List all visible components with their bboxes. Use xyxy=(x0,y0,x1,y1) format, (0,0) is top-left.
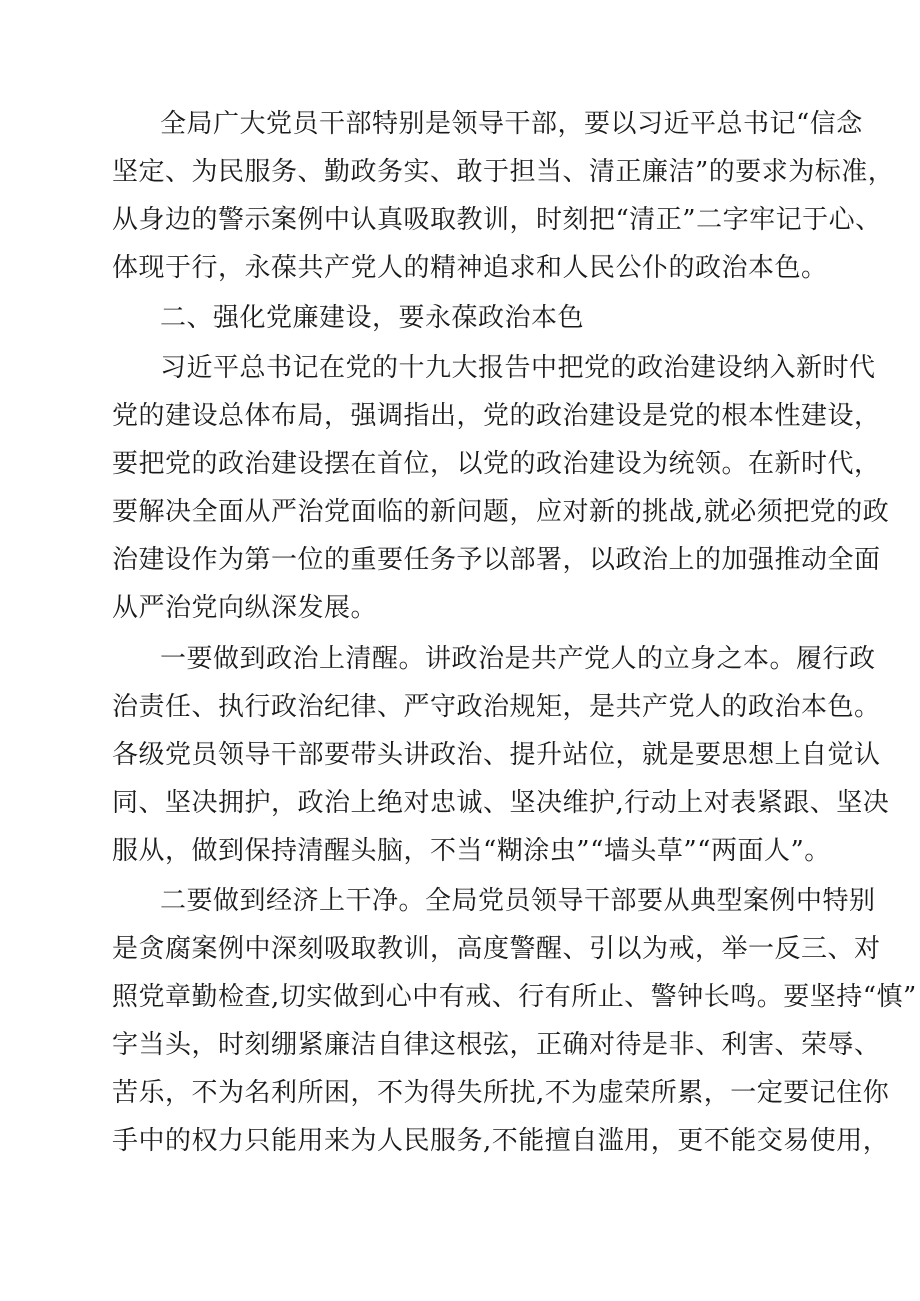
text-line: 是贪腐案例中深刻吸取教训，高度警醒、引以为戒，举一反三、对 xyxy=(112,934,881,964)
text-line: 二要做到经济上干净。全局党员领导干部要从典型案例中特别 xyxy=(160,886,876,916)
text-line: 手中的权力只能用来为人民服务,不能擅自滥用，更不能交易使用， xyxy=(112,1126,890,1156)
text-line: 服从，做到保持清醒头脑，不当“糊涂虫”“墙头草”“两面人”。 xyxy=(112,836,831,866)
text-line: 全局广大党员干部特别是领导干部，要以习近平总书记“信念 xyxy=(160,109,863,139)
text-line: 各级党员领导干部要带头讲政治、提升站位，就是要思想上自觉认 xyxy=(112,740,881,770)
text-line: 坚定、为民服务、勤政务实、敢于担当、清正廉洁”的要求为标准， xyxy=(112,157,895,187)
text-line: 从严治党向纵深发展。 xyxy=(112,593,378,623)
text-line: 一要做到政治上清醒。讲政治是共产党人的立身之本。履行政 xyxy=(160,644,876,674)
text-line: 照党章勤检查,切实做到心中有戒、行有所止、警钟长鸣。要坚持“慎” xyxy=(112,982,917,1012)
text-line: 党的建设总体布局，强调指出，党的政治建设是党的根本性建设， xyxy=(112,401,881,431)
text-line: 要把党的政治建设摆在首位，以党的政治建设为统领。在新时代， xyxy=(112,449,881,479)
text-line: 从身边的警示案例中认真吸取教训，时刻把“清正”二字牢记于心、 xyxy=(112,205,882,235)
text-line: 治责任、执行政治纪律、严守政治规矩，是共产党人的政治本色。 xyxy=(112,692,881,722)
text-line: 体现于行，永葆共产党人的精神追求和人民公仆的政治本色。 xyxy=(112,253,828,283)
section-heading: 二、强化党廉建设，要永葆政治本色 xyxy=(160,303,585,333)
text-line: 字当头，时刻绷紧廉洁自律这根弦，正确对待是非、利害、荣辱、 xyxy=(112,1030,881,1060)
text-line: 要解决全面从严治党面临的新问题，应对新的挑战,就必须把党的政 xyxy=(112,497,890,527)
text-line: 习近平总书记在党的十九大报告中把党的政治建设纳入新时代 xyxy=(160,353,876,383)
text-line: 同、坚决拥护，政治上绝对忠诚、坚决维护,行动上对表紧跟、坚决 xyxy=(112,788,890,818)
text-line: 治建设作为第一位的重要任务予以部署，以政治上的加强推动全面 xyxy=(112,545,881,575)
text-line: 苦乐，不为名利所困，不为得失所扰,不为虚荣所累，一定要记住你 xyxy=(112,1078,890,1108)
